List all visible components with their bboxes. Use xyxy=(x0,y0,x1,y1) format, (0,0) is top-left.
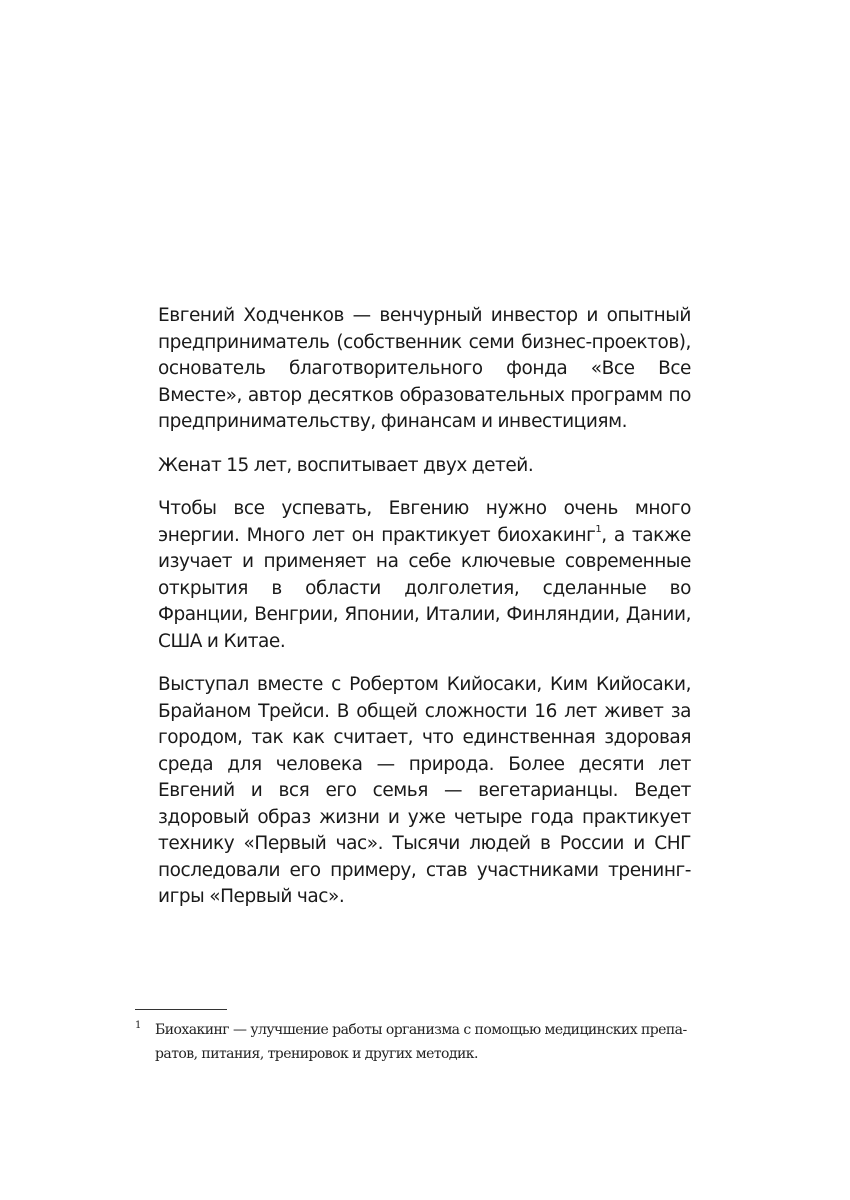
paragraph-bio: Евгений Ходченков — венчурный инвестор и опытный предприниматель (собственник семи бизнес-проектов), основатель благотворительного фонда «Все Все Вместе», автор десятков образовательных программ по предпринимательству, финансам и инвестициям. xyxy=(158,305,691,432)
paragraph-family: Женат 15 лет, воспитывает двух детей. xyxy=(158,454,534,476)
footnote xyxy=(135,1018,715,1066)
paragraph-activities: Выступал вместе с Робертом Кийосаки, Ким Кийосаки, Брайаном Трейси. В общей сложности 16 лет живет за городом, так как считает, что единственная здоровая среда для человека — природа. Более десяти лет Евгений и вся его семья — вегетарианцы. Ведет здоровый образ жизни и уже четыре года практикует технику «Первый час». Тысячи людей в России и СНГ последовали его примеру, став участниками тренинг-игры «Первый час». xyxy=(158,674,691,907)
paragraph-energy-end: , а также изучает и применяет на себе ключевые современные открытия в области долголетия, сделанные во Франции, Венгрии, Японии, Италии, Финляндии, Дании, США и Китае. xyxy=(158,524,691,652)
main-text-block xyxy=(158,303,691,928)
footnote-text-line2: ратов, питания, тренировок и других методик. xyxy=(155,1046,478,1062)
paragraph-energy xyxy=(158,496,691,655)
footnote-divider xyxy=(135,1009,227,1010)
paragraph-energy-start: Чтобы все успевать, Евгению нужно очень много энергии. Много лет он практикует биохакинг xyxy=(158,498,691,546)
footnote-text-line1: Биохакинг — улучшение работы организма с помощью медицинских препа- xyxy=(155,1022,687,1038)
footnote-number: 1 xyxy=(135,1020,141,1031)
footnote-reference[interactable]: 1 xyxy=(595,524,602,536)
